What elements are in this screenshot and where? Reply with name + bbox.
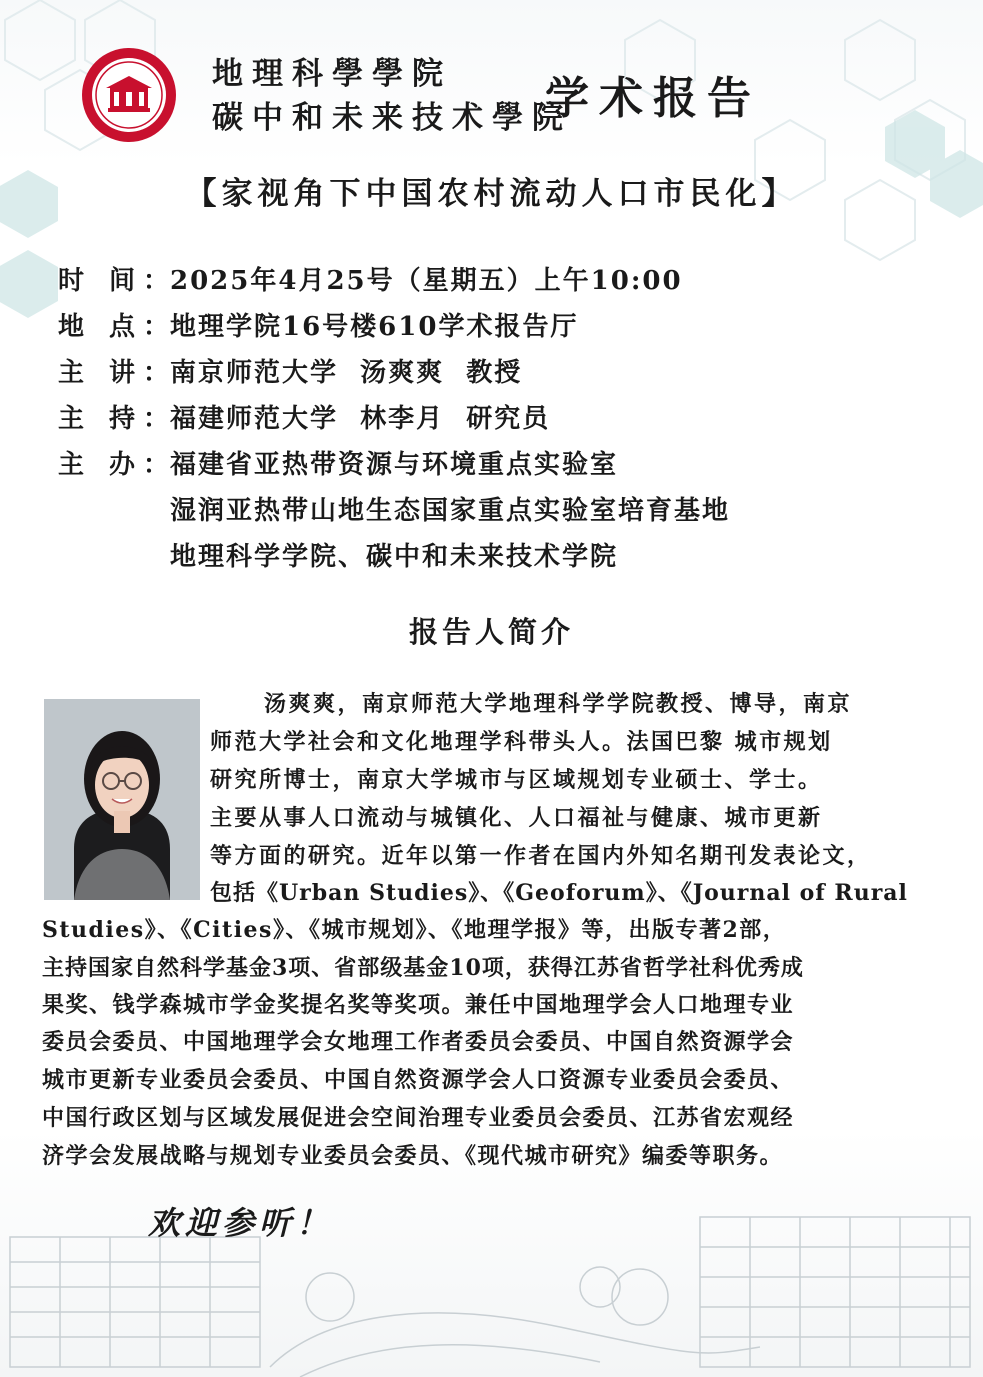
speaker-value: 南京师范大学 汤爽爽 教授 [170, 358, 523, 388]
organizer-line: 湿润亚热带山地生态国家重点实验室培育基地 [170, 496, 731, 526]
bio-line: 委员会委员、中国地理学会女地理工作者委员会委员、中国自然资源学会 [42, 1029, 795, 1055]
school-names [212, 52, 572, 140]
school-name-carbon-neutral: 碳中和未来技术學院 [212, 100, 572, 136]
bio-line: 汤爽爽，南京师范大学地理科学学院教授、博导，南京 [264, 691, 853, 717]
speaker-portrait [44, 699, 200, 900]
bio-line: 等方面的研究。近年以第一作者在国内外知名期刊发表论文， [210, 843, 872, 869]
topic-open-bracket: 【 [185, 176, 222, 212]
speaker-label: 主 讲： [58, 358, 178, 388]
time-value: 2025年4月25号（星期五）上午10:00 [170, 266, 683, 296]
organizer-list [170, 442, 730, 580]
place-value: 地理学院16号楼610学术报告厅 [170, 312, 579, 342]
info-row-place [58, 304, 730, 350]
university-seal-logo [80, 46, 178, 144]
bio-line: 中国行政区划与区域发展促进会空间治理专业委员会委员、江苏省宏观经 [42, 1105, 795, 1131]
bio-line: 城市更新专业委员会委员、中国自然资源学会人口资源专业委员会委员、 [42, 1067, 795, 1093]
info-row-organizer [58, 442, 730, 580]
time-label: 时 间： [58, 266, 178, 296]
info-row-speaker [58, 350, 730, 396]
school-name-geography: 地理科學學院 [212, 56, 452, 92]
bio-line: 师范大学社会和文化地理学科带头人。法国巴黎 城市规划 [210, 729, 833, 755]
bio-line: 济学会发展战略与规划专业委员会委员、《现代城市研究》编委等职务。 [42, 1143, 784, 1169]
host-value: 福建师范大学 林李月 研究员 [170, 404, 551, 434]
bio-line: Studies》、《Cities》、《城市规划》、《地理学报》等，出版专著2部， [42, 917, 787, 943]
bio-line: 包括《Urban Studies》、《Geoforum》、《Journal of Rural [210, 880, 908, 906]
topic-text: 家视角下中国农村流动人口市民化 [221, 176, 762, 212]
organizer-line: 福建省亚热带资源与环境重点实验室 [170, 450, 619, 480]
info-row-time [58, 258, 730, 304]
organizer-label: 主 办： [58, 450, 178, 480]
event-info [58, 258, 730, 580]
topic-close-bracket: 】 [761, 176, 798, 212]
report-topic [0, 168, 983, 213]
bio-line: 果奖、钱学森城市学金奖提名奖等奖项。兼任中国地理学会人口地理专业 [42, 992, 795, 1018]
place-label: 地 点： [58, 312, 178, 342]
info-row-host [58, 396, 730, 442]
bio-line: 研究所博士，南京大学城市与区域规划专业硕士、学士。 [210, 767, 823, 793]
bio-line: 主要从事人口流动与城镇化、人口福祉与健康、城市更新 [210, 805, 823, 831]
organizer-line: 地理科学学院、碳中和未来技术学院 [170, 542, 619, 572]
host-label: 主 持： [58, 404, 178, 434]
report-title: 学术报告 [545, 73, 761, 124]
bio-line: 主持国家自然科学基金3项、省部级基金10项，获得江苏省哲学社科优秀成 [42, 955, 804, 981]
welcome-text: 欢迎参听！ [148, 1204, 334, 1242]
bio-heading: 报告人简介 [408, 615, 574, 649]
